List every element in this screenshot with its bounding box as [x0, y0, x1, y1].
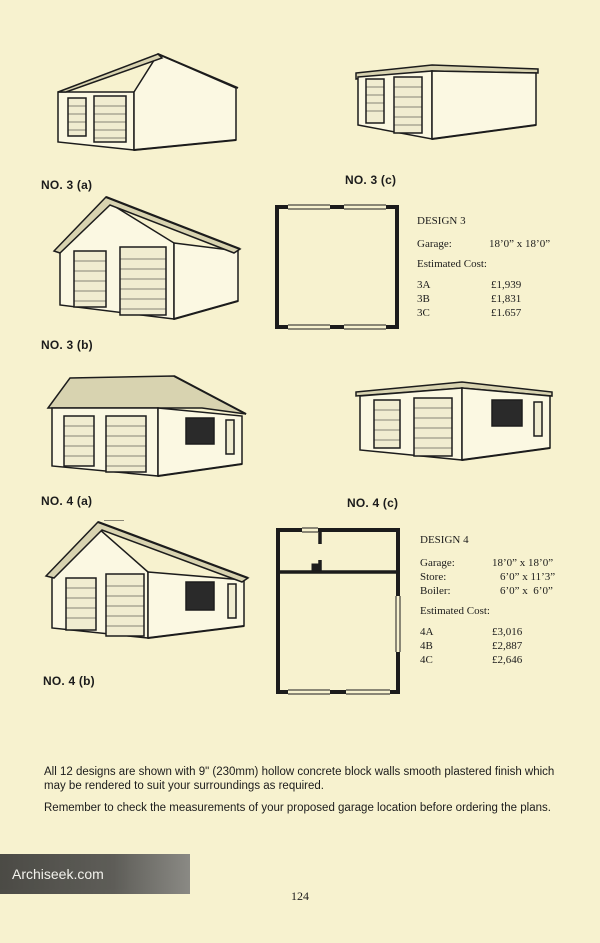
garage-3c-drawing: [352, 55, 544, 147]
design4-boiler-label: Boiler:: [420, 585, 451, 597]
design4-estimated-cost-label: Estimated Cost:: [420, 605, 490, 617]
caption-no3a: NO. 3 (a): [41, 178, 93, 192]
design4-store-label: Store:: [420, 571, 447, 583]
design4-cost-label-4c: 4C: [420, 654, 433, 666]
design3-cost-label-3a: 3A: [417, 279, 431, 291]
garage-4c-drawing: [354, 378, 554, 466]
design3-garage-row: [417, 239, 567, 253]
design4-cost-row: [420, 641, 570, 655]
design3-cost-label-3c: 3C: [417, 307, 430, 319]
garage-4b-drawing: [44, 520, 250, 644]
design3-cost-row: [417, 308, 567, 322]
design3-garage-label: Garage:: [417, 238, 452, 250]
design4-garage-label: Garage:: [420, 557, 455, 569]
caption-no4a: NO. 4 (a): [41, 494, 93, 508]
caption-no4b: NO. 4 (b): [43, 674, 95, 688]
design3-cost-label-3b: 3B: [417, 293, 430, 305]
design4-spec: [420, 535, 570, 669]
design3-cost-value-3c: £1.657: [491, 307, 522, 319]
body-paragraph-measurements: Remember to check the measurements of your proposed garage location before ordering the plans.: [44, 802, 551, 814]
body-paragraph-walls: All 12 designs are shown with 9" (230mm) hollow concrete block walls smooth plastered finish which may be rendered to suit your surroundings as required.: [44, 766, 555, 792]
watermark-text: Archiseek.com: [12, 866, 104, 882]
design4-store-value: 6’0” x 11’3”: [500, 571, 556, 583]
design3-spec: [417, 216, 567, 322]
garage-3b-drawing: [50, 193, 244, 323]
caption-no4c: NO. 4 (c): [347, 496, 399, 510]
design4-dimension-row: [420, 572, 570, 586]
design3-cost-value-3b: £1,831: [491, 293, 522, 305]
design3-cost-value-3a: £1,939: [491, 279, 522, 291]
design4-cost-value-4a: £3,016: [492, 626, 523, 638]
watermark-banner: [0, 854, 190, 894]
design3-title: DESIGN 3: [417, 215, 466, 227]
design4-cost-label-4b: 4B: [420, 640, 433, 652]
caption-no3b: NO. 3 (b): [41, 338, 93, 352]
garage-3a-drawing: [52, 50, 242, 160]
design3-garage-value: 18’0” x 18’0”: [489, 238, 551, 250]
design4-title: DESIGN 4: [420, 534, 469, 546]
caption-no3c: NO. 3 (c): [345, 173, 397, 187]
page-number: 124: [291, 889, 309, 903]
design4-garage-value: 18’0” x 18’0”: [492, 557, 554, 569]
design3-cost-row: [417, 294, 567, 308]
design4-cost-label-4a: 4A: [420, 626, 434, 638]
design4-boiler-value: 6’0” x 6’0”: [500, 585, 553, 597]
design4-floor-plan: [274, 526, 404, 696]
design3-estimated-cost-label: Estimated Cost:: [417, 258, 487, 270]
design3-floor-plan: [274, 204, 400, 330]
design3-cost-row: [417, 280, 567, 294]
design4-cost-value-4b: £2,887: [492, 640, 523, 652]
garage-4a-drawing: [46, 372, 250, 480]
design4-dimension-row: [420, 558, 570, 572]
design4-cost-row: [420, 627, 570, 641]
design4-cost-value-4c: £2,646: [492, 654, 523, 666]
design4-cost-row: [420, 655, 570, 669]
design4-dimension-row: [420, 586, 570, 600]
